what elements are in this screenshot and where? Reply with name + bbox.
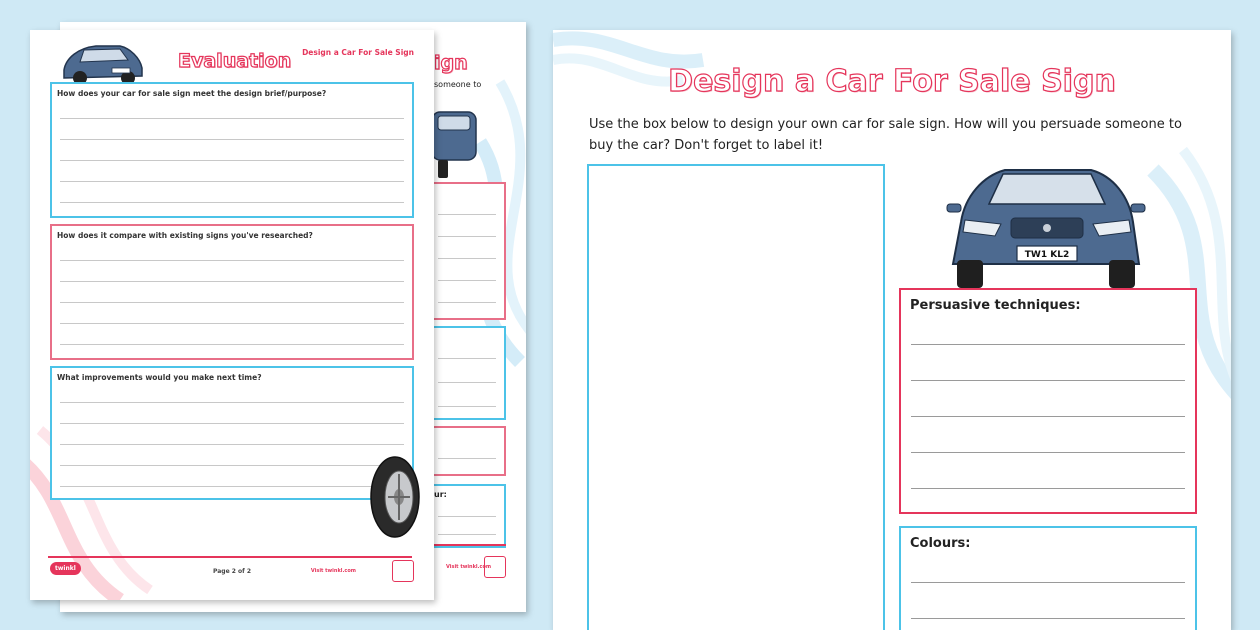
twinkl-logo: twinkl: [50, 562, 81, 575]
persuasive-techniques-label: Persuasive techniques:: [910, 298, 1081, 313]
footer-line: [48, 556, 412, 558]
car-illustration: [943, 152, 1149, 296]
evaluation-title: Evaluation: [178, 50, 292, 72]
back-box-blue-small: [428, 484, 506, 548]
colours-label: Colours:: [910, 536, 971, 551]
question-box-2[interactable]: [50, 224, 414, 360]
badge-icon: [392, 560, 414, 582]
question-2-label: How does it compare with existing signs you've researched?: [57, 231, 313, 240]
persuasive-techniques-box[interactable]: [899, 288, 1197, 514]
visit-text: Visit twinkl.com: [310, 568, 356, 574]
tyre-illustration: [368, 454, 422, 540]
back-label-fragment: ur:: [434, 490, 447, 499]
front-header-text: Design a Car For Sale Sign: [302, 48, 414, 57]
colours-box[interactable]: [899, 526, 1197, 630]
back-visit-text: Visit twinkl.com: [446, 564, 492, 570]
question-box-1[interactable]: [50, 82, 414, 218]
page-number: Page 2 of 2: [213, 568, 251, 575]
back-box-pink-small: [428, 426, 506, 476]
back-text-fragment: someone to: [434, 80, 482, 89]
question-1-label: How does your car for sale sign meet the design brief/purpose?: [57, 89, 327, 98]
back-title-fragment: ign: [434, 52, 468, 74]
back-footer-line: [428, 544, 506, 546]
question-3-label: What improvements would you make next time?: [57, 373, 262, 382]
question-box-3[interactable]: [50, 366, 414, 500]
license-plate: TW1 KL2: [1024, 250, 1070, 260]
badge-icon: [484, 556, 506, 578]
main-title: Design a Car For Sale Sign: [668, 64, 1116, 99]
worksheet-evaluation-page: [30, 30, 434, 600]
worksheet-design-page: [553, 30, 1231, 630]
back-box-pink: [428, 182, 506, 320]
car-illustration: [58, 38, 146, 88]
design-drawing-box[interactable]: [587, 164, 885, 630]
back-box-blue: [428, 326, 506, 420]
instructions-text: Use the box below to design your own car for sale sign. How will you persuade someone to buy the car? Don't forget to label it!: [589, 117, 1182, 153]
